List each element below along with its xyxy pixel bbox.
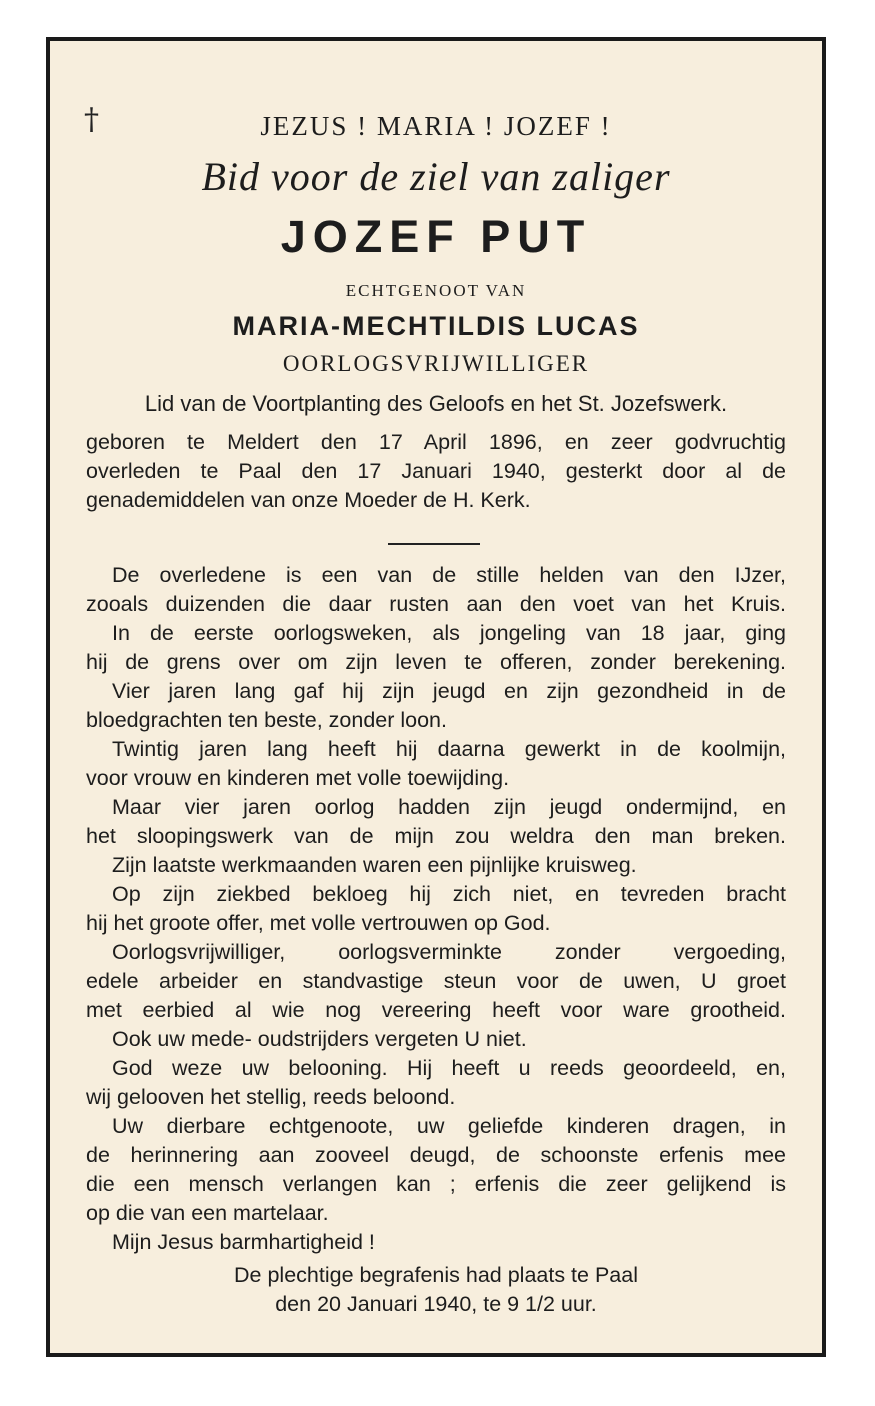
tribute-line: Mijn Jesus barmhartigheid ! <box>112 1230 375 1254</box>
tribute-line: zooals duizenden die daar rusten aan den voet van het Kruis. <box>86 592 786 616</box>
bio-line: genademiddelen van onze Moeder de H. Kerk. <box>86 488 531 512</box>
tribute-line: de herinnering aan zooveel deugd, de schoonste erfenis mee <box>86 1143 786 1167</box>
tribute-line: Twintig jaren lang heeft hij daarna gewerkt in de koolmijn, <box>112 737 786 761</box>
cross-icon: † <box>84 102 99 137</box>
deceased-name: JOZEF PUT <box>280 211 592 262</box>
tribute-line: Zijn laatste werkmaanden waren een pijnlijke kruisweg. <box>112 853 637 877</box>
tribute-line: hij het groote offer, met volle vertrouwen op God. <box>86 911 551 935</box>
tribute-line: Op zijn ziekbed bekloeg hij zich niet, en tevreden bracht <box>112 882 786 906</box>
tribute-line: Uw dierbare echtgenoote, uw geliefde kinderen dragen, in <box>112 1114 786 1138</box>
bio-paragraph <box>86 428 786 515</box>
memorial-card <box>46 37 826 1357</box>
tribute-line: op die van een martelaar. <box>86 1201 329 1225</box>
funeral-notice <box>50 1261 822 1319</box>
tribute-line: God weze uw belooning. Hij heeft u reeds geoordeeld, en, <box>112 1056 786 1080</box>
tribute-line: De overledene is een van de stille helden van den IJzer, <box>112 563 786 587</box>
membership-line: Lid van de Voortplanting des Geloofs en het St. Jozefswerk. <box>144 391 728 416</box>
tribute-line: edele arbeider en standvastige steun voor de uwen, U groet <box>86 969 786 993</box>
spouse-name: MARIA-MECHTILDIS LUCAS <box>232 311 640 341</box>
tribute-line: het sloopingswerk van de mijn zou weldra den man breken. <box>86 824 786 848</box>
bio-line: geboren te Meldert den 17 April 1896, en zeer godvruchtig <box>86 430 786 454</box>
funeral-line: den 20 Januari 1940, te 9 1/2 uur. <box>275 1292 597 1316</box>
tribute-line: met eerbied al wie nog vereering heeft voor ware grootheid. <box>86 998 786 1022</box>
spouse-label: ECHTGENOOT VAN <box>345 281 527 300</box>
tribute-line: Vier jaren lang gaf hij zijn jeugd en zijn gezondheid in de <box>112 679 786 703</box>
tribute-line: Oorlogsvrijwilliger, oorlogsverminkte zonder vergoeding, <box>112 940 786 964</box>
tribute-line: wij gelooven het stellig, reeds beloond. <box>86 1085 456 1109</box>
tribute-line: Ook uw mede- oudstrijders vergeten U niet. <box>112 1027 527 1051</box>
bio-line: overleden te Paal den 17 Januari 1940, gesterkt door al de <box>86 459 786 483</box>
tribute-line: voor vrouw en kinderen met volle toewijding. <box>86 766 510 790</box>
tribute-line: die een mensch verlangen kan ; erfenis die zeer gelijkend is <box>86 1172 786 1196</box>
invocation-heading: JEZUS ! MARIA ! JOZEF ! <box>260 111 612 141</box>
prayer-line: Bid voor de ziel van zaliger <box>201 154 671 199</box>
funeral-line: De plechtige begrafenis had plaats te Paal <box>234 1263 638 1287</box>
volunteer-title: OORLOGSVRIJWILLIGER <box>282 351 590 376</box>
tribute-text <box>86 561 786 1257</box>
tribute-line: hij de grens over om zijn leven te offeren, zonder berekening. <box>86 650 786 674</box>
divider-rule <box>388 543 480 545</box>
tribute-line: Maar vier jaren oorlog hadden zijn jeugd ondermijnd, en <box>112 795 786 819</box>
tribute-line: In de eerste oorlogsweken, als jongeling van 18 jaar, ging <box>112 621 786 645</box>
tribute-line: bloedgrachten ten beste, zonder loon. <box>86 708 447 732</box>
